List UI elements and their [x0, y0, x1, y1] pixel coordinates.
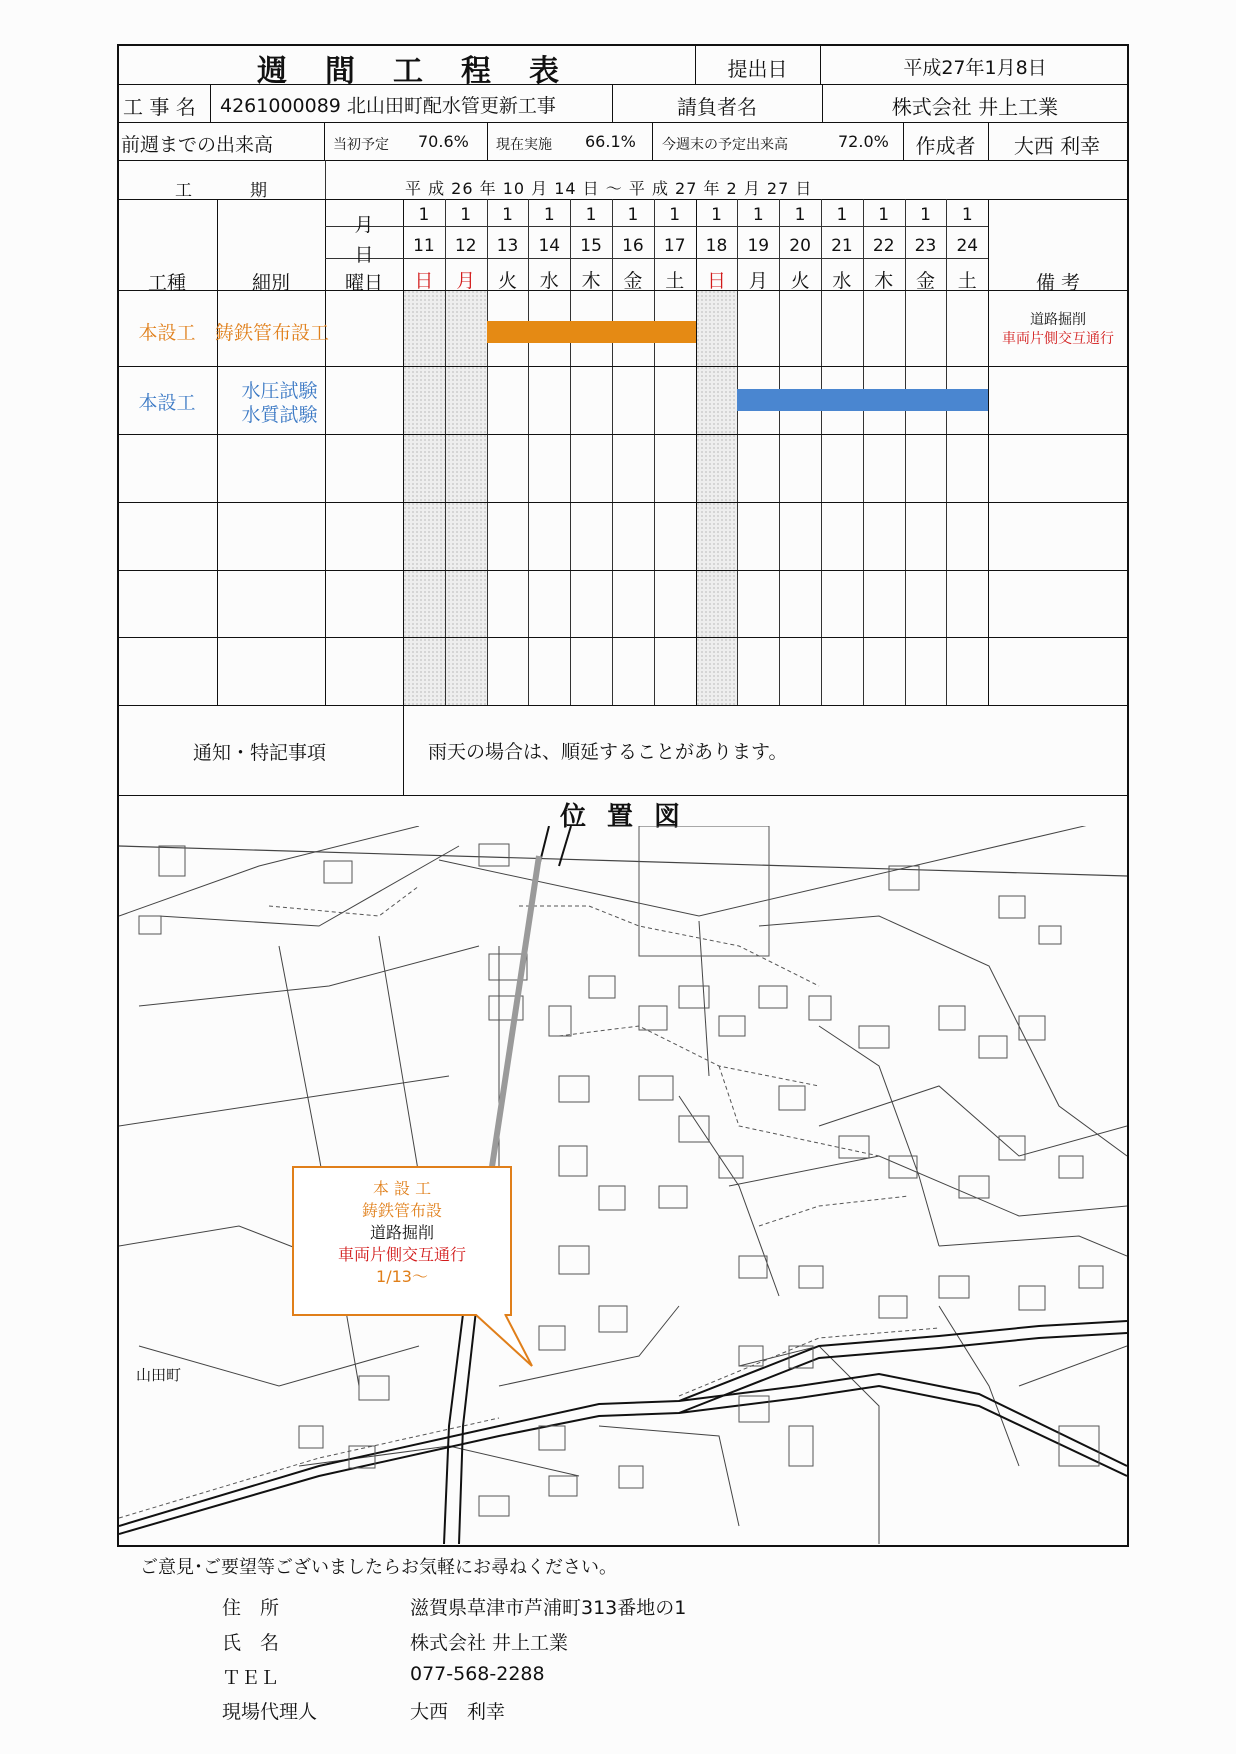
callout-line: 車両片側交互通行	[337, 1245, 466, 1264]
month-cell: 1	[920, 205, 931, 225]
month-cell: 1	[669, 205, 681, 225]
day-cell: 19	[747, 236, 770, 256]
day-cell: 11	[413, 236, 435, 256]
weekday-cell: 土	[957, 270, 977, 292]
tel-number: 077-568-2288	[410, 1663, 545, 1685]
task-remark-traffic: 車両片側交互通行	[1002, 331, 1114, 347]
submit-date-label: 提出日	[727, 57, 788, 81]
weekday-cell: 日	[706, 270, 726, 292]
weekday-cell: 木	[581, 270, 601, 292]
day-cell: 14	[538, 236, 561, 256]
task-bar	[737, 389, 988, 411]
month-cell: 1	[836, 205, 848, 225]
task-bar	[487, 321, 696, 343]
day-cell: 15	[580, 236, 602, 256]
map-drawing	[119, 826, 1127, 1544]
day-cell: 13	[496, 236, 519, 256]
page-title: 週 間 工 程 表	[257, 54, 563, 89]
weekday-row-label: 曜日	[344, 272, 383, 294]
period-text: 平 成 26 年 10 月 14 日 ～ 平 成 27 年 2 月 27 日	[405, 179, 813, 198]
grid-row-line	[117, 570, 1129, 571]
weekday-cell: 木	[874, 270, 894, 292]
town-label: 山田町	[136, 1366, 182, 1384]
planned-label: 当初予定	[333, 137, 389, 153]
header-line-2	[117, 122, 1129, 123]
address-label: 住 所	[222, 1597, 280, 1619]
day-cell: 12	[454, 236, 477, 256]
task-detail: 鋳鉄管布設工	[214, 322, 329, 344]
weekday-cell: 水	[539, 270, 559, 292]
weekday-cell: 火	[790, 270, 810, 292]
weekday-cell: 月	[456, 270, 476, 292]
month-row-label: 月	[354, 214, 374, 236]
period-divider	[325, 160, 326, 199]
month-cell: 1	[418, 205, 430, 225]
column-detail-header: 細別	[251, 272, 290, 294]
day-cell: 17	[663, 236, 686, 256]
agent-name: 大西 利幸	[410, 1701, 506, 1723]
tel-label: ＴＥＬ	[222, 1667, 280, 1689]
map-title: 位 置 図	[559, 802, 687, 832]
period-bottom-line	[117, 199, 1129, 200]
header-divider	[820, 44, 821, 84]
name-label: 氏 名	[222, 1632, 280, 1654]
weekday-cell: 火	[497, 270, 517, 292]
header-divider	[822, 84, 823, 122]
day-cell: 16	[622, 236, 644, 256]
week-end-value: 72.0%	[838, 132, 889, 151]
location-map[interactable]	[119, 826, 1127, 1544]
task-detail: 水圧試験	[241, 380, 318, 402]
task-kind: 本設工	[138, 322, 196, 344]
task-detail: 水質試験	[241, 404, 318, 426]
day-cell: 24	[956, 236, 979, 256]
notes-divider	[403, 705, 404, 795]
month-cell: 1	[627, 205, 639, 225]
contractor-name: 株式会社 井上工業	[891, 95, 1059, 119]
callout-line: 鋳鉄管布設	[361, 1201, 442, 1220]
header-divider	[210, 84, 211, 122]
callout-line: 道路掘削	[369, 1223, 434, 1242]
month-cell: 1	[585, 205, 597, 225]
agent-label: 現場代理人	[222, 1701, 318, 1723]
period-label-a: 工	[175, 181, 192, 201]
weekday-cell: 土	[665, 270, 685, 292]
month-cell: 1	[502, 205, 513, 225]
month-cell: 1	[878, 205, 890, 225]
day-row-label: 日	[354, 244, 374, 266]
month-cell: 1	[711, 205, 722, 225]
callout-pointer	[470, 1314, 540, 1374]
submit-date: 平成27年1月8日	[903, 57, 1047, 79]
week-end-label: 今週末の予定出来高	[662, 137, 788, 153]
weekday-cell: 金	[915, 270, 935, 292]
month-cell: 1	[794, 205, 806, 225]
month-cell: 1	[961, 205, 973, 225]
weekday-cell: 月	[748, 270, 768, 292]
task-remark: 道路掘削	[1030, 312, 1086, 328]
actual-label: 現在実施	[496, 137, 552, 153]
author-name: 大西 利幸	[1013, 134, 1101, 158]
header-divider	[652, 122, 653, 160]
progress-label: 前週までの出来高	[121, 134, 274, 156]
grid-row-line	[117, 366, 1129, 367]
header-line-3	[117, 160, 1129, 161]
contact-intro: ご意見･ご要望等ございましたらお気軽にお尋ねください。	[140, 1557, 617, 1578]
callout-line: 1/13～	[376, 1267, 428, 1286]
grid-row-line	[117, 502, 1129, 503]
planned-value: 70.6%	[418, 132, 469, 151]
header-divider	[324, 122, 325, 160]
weekday-cell: 日	[414, 270, 434, 292]
author-label: 作成者	[915, 134, 976, 158]
day-cell: 21	[831, 236, 853, 256]
callout-line: 本 設 工	[372, 1179, 432, 1198]
address: 滋賀県草津市芦浦町313番地の1	[410, 1597, 687, 1619]
header-divider	[487, 122, 488, 160]
company-name: 株式会社 井上工業	[410, 1632, 569, 1654]
column-kind-header: 工種	[147, 272, 186, 294]
weekday-cell: 金	[623, 270, 643, 292]
actual-value: 66.1%	[585, 132, 636, 151]
project-name: 4261000089 北山田町配水管更新工事	[220, 95, 556, 117]
grid-row-line	[117, 705, 1129, 706]
month-row-line	[325, 226, 988, 227]
month-cell: 1	[460, 205, 472, 225]
work-callout	[292, 1166, 512, 1316]
grid-row-line	[117, 637, 1129, 638]
notes-text: 雨天の場合は、順延することがあります。	[428, 741, 788, 763]
project-label: 工 事 名	[123, 95, 196, 119]
column-remarks-header: 備 考	[1035, 272, 1081, 294]
day-row-line	[325, 258, 988, 259]
notes-label: 通知・特記事項	[192, 742, 326, 764]
day-cell: 18	[705, 236, 728, 256]
weekday-cell: 水	[832, 270, 852, 292]
holiday-shade	[696, 290, 738, 705]
day-cell: 23	[914, 236, 937, 256]
month-cell: 1	[543, 205, 555, 225]
day-cell: 22	[872, 236, 895, 256]
day-cell: 20	[789, 236, 811, 256]
grid-row-line	[117, 434, 1129, 435]
task-kind: 本設工	[138, 392, 196, 414]
period-label-b: 期	[250, 181, 267, 201]
contractor-label: 請負者名	[677, 95, 757, 119]
month-cell: 1	[752, 205, 764, 225]
